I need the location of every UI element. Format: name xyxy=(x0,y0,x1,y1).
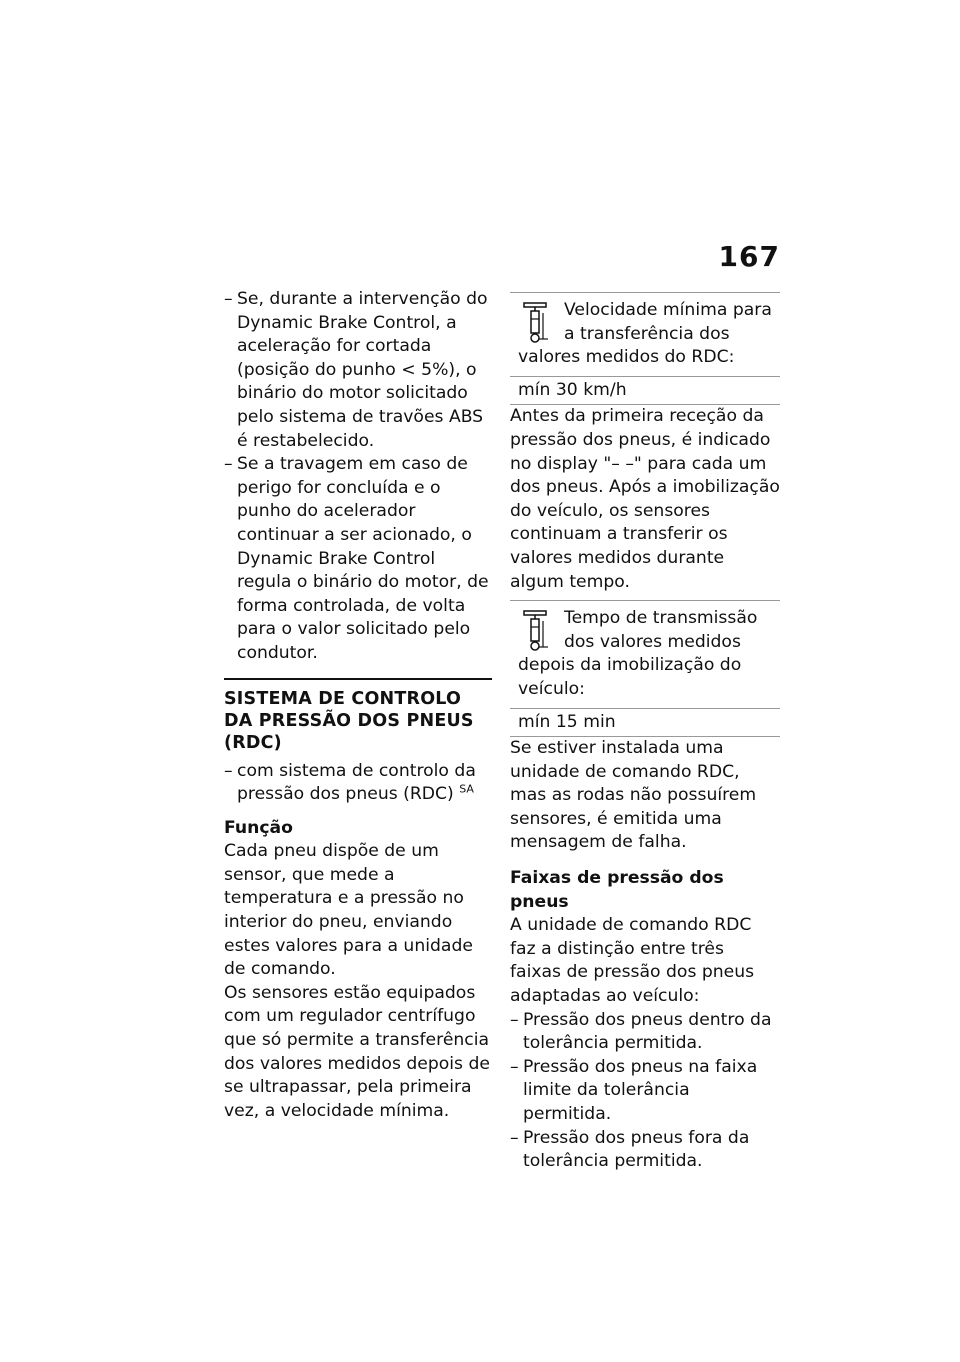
page-number: 167 xyxy=(718,240,780,273)
spec-box-speed xyxy=(510,292,780,405)
list-item xyxy=(224,288,492,453)
wrench-icon xyxy=(518,607,558,653)
function-paragraph: Cada pneu dispõe de um sensor, que mede a temperatura e a pressão no interior do pneu, enviando estes valores para a unidade de comando. xyxy=(224,841,473,980)
list-item-text: Pressão dos pneus dentro da tolerância permitida. xyxy=(523,1009,772,1054)
spec-label: Velocidade mínima para a transferência dos valores medidos do RDC: xyxy=(518,300,772,368)
left-column xyxy=(224,288,492,1123)
ranges-heading: Faixas de pressão dos pneus xyxy=(510,868,724,912)
function-paragraph: Os sensores estão equipados com um regulador centrífugo que só permite a transferência dos valores medidos depois de se ultrapassar, pela primeira vez, a velocidade mínima. xyxy=(224,982,490,1121)
equipment-badge: SA xyxy=(459,782,474,796)
paragraph: Se estiver instalada uma unidade de comando RDC, mas as rodas não possuírem sensores, é emitida uma mensagem de falha. xyxy=(510,738,757,853)
spec-label: Tempo de transmissão dos valores medidos depois da imobilização do veículo: xyxy=(518,608,758,699)
list-item-text: Se, durante a intervenção do Dynamic Brake Control, a aceleração for cortada (posição do punho < 5%), o binário do motor solicitado pelo sistema de travões ABS é restabelecido. xyxy=(237,289,488,451)
section-heading: SISTEMA DE CONTROLO DA PRESSÃO DOS PNEUS (RDC) xyxy=(224,678,492,754)
right-column xyxy=(510,288,780,1174)
dash-bullet: – xyxy=(510,1009,519,1030)
list-item xyxy=(224,453,492,665)
ranges-intro: A unidade de comando RDC faz a distinção entre três faixas de pressão dos pneus adaptadas ao veículo: xyxy=(510,915,755,1007)
dash-bullet: – xyxy=(510,1127,519,1148)
list-item-text: Se a travagem em caso de perigo for concluída e o punho do acelerador continuar a ser acionado, o Dynamic Brake Control regula o binário do motor, de forma controlada, de volta para o valor solicitado pelo condutor. xyxy=(237,454,489,663)
equipment-item xyxy=(224,760,492,807)
function-heading: Função xyxy=(224,817,293,838)
dash-bullet: – xyxy=(224,454,233,475)
paragraph: Antes da primeira receção da pressão dos pneus, é indicado no display "– –" para cada um dos pneus. Após a imobilização do veículo, os sensores continuam a transferir os valores medidos durante algum tempo. xyxy=(510,406,780,592)
list-item-text: Pressão dos pneus fora da tolerância permitida. xyxy=(523,1127,750,1172)
wrench-icon xyxy=(518,299,558,345)
list-item-text: Pressão dos pneus na faixa limite da tolerância permitida. xyxy=(523,1056,758,1124)
dash-bullet: – xyxy=(224,289,233,309)
equipment-text: com sistema de controlo da pressão dos pneus (RDC) xyxy=(237,760,476,805)
list-item xyxy=(510,1127,780,1174)
dash-bullet: – xyxy=(510,1056,519,1077)
spec-value: mín 15 min xyxy=(510,708,780,737)
spec-value: mín 30 km/h xyxy=(510,376,780,405)
spec-box-time xyxy=(510,600,780,737)
list-item xyxy=(510,1056,780,1127)
list-item xyxy=(510,1009,780,1056)
dash-bullet: – xyxy=(224,760,233,781)
